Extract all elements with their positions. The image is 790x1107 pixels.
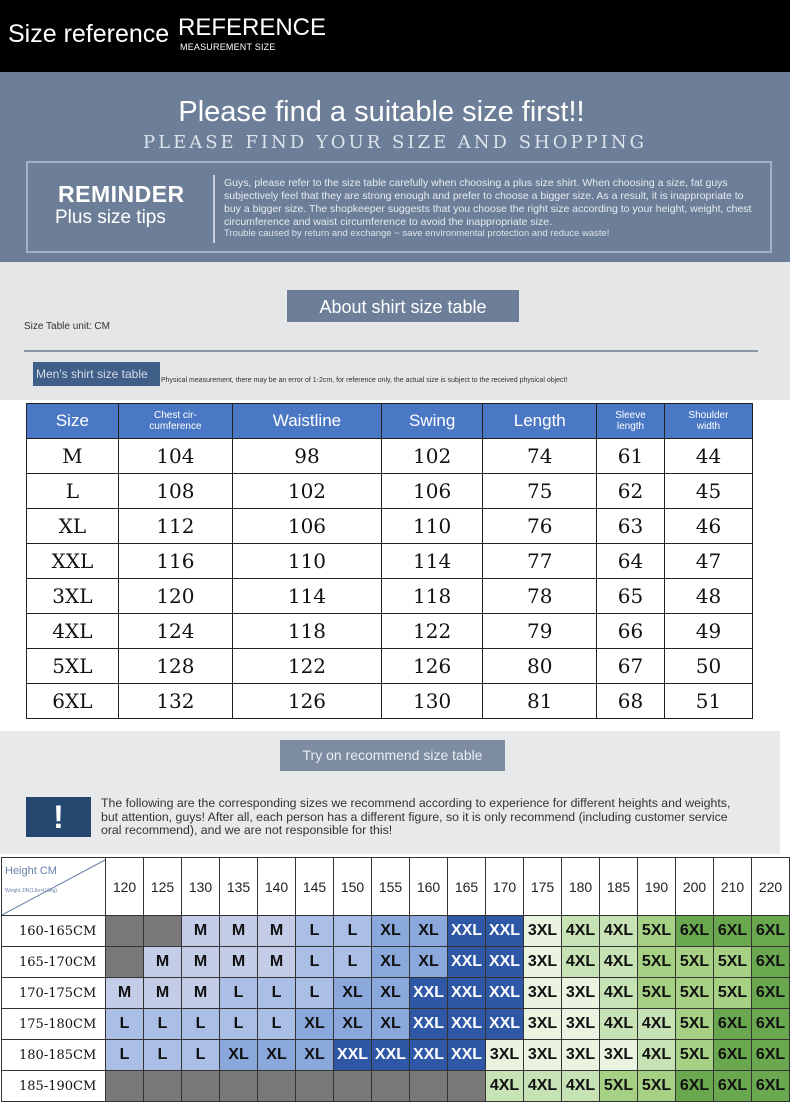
size-table-unit: Size Table unit: CM xyxy=(24,321,110,332)
divider xyxy=(24,350,758,352)
table-cell: XL xyxy=(27,509,119,544)
size-cell: 4XL xyxy=(486,1071,524,1102)
size-cell: XXL xyxy=(334,1040,372,1071)
size-cell: L xyxy=(334,947,372,978)
table-cell: 120 xyxy=(118,579,232,614)
size-cell: XXL xyxy=(486,1009,524,1040)
table-cell: 67 xyxy=(597,649,665,684)
size-cell: L xyxy=(144,1040,182,1071)
table-cell: 80 xyxy=(483,649,597,684)
size-cell: 4XL xyxy=(600,978,638,1009)
table-cell: 118 xyxy=(381,579,483,614)
table-cell: L xyxy=(27,474,119,509)
table-cell: 47 xyxy=(664,544,752,579)
size-cell xyxy=(334,1071,372,1102)
size-cell: XL xyxy=(334,1009,372,1040)
table-cell: 66 xyxy=(597,614,665,649)
size-cell: 6XL xyxy=(676,916,714,947)
table-cell: 130 xyxy=(381,684,483,719)
size-cell: XXL xyxy=(448,947,486,978)
size-cell: 5XL xyxy=(714,947,752,978)
size-cell: 5XL xyxy=(714,978,752,1009)
size-cell: L xyxy=(296,978,334,1009)
size-cell xyxy=(258,1071,296,1102)
header-title: Size reference xyxy=(8,20,170,48)
size-cell: M xyxy=(106,978,144,1009)
size-cell: 5XL xyxy=(676,1009,714,1040)
size-cell: 4XL xyxy=(600,1009,638,1040)
size-cell: XL xyxy=(296,1009,334,1040)
table-cell: 81 xyxy=(483,684,597,719)
size-cell: M xyxy=(220,916,258,947)
measurement-note: Physical measurement, there may be an error of 1-2cm, for reference only, the actual size is subject to the received physical object! xyxy=(161,377,568,384)
size-cell xyxy=(144,916,182,947)
table-cell: 78 xyxy=(483,579,597,614)
weight-header-cell: 160 xyxy=(410,858,448,916)
weight-header-cell: 185 xyxy=(600,858,638,916)
size-cell: 3XL xyxy=(600,1040,638,1071)
size-cell: XXL xyxy=(486,978,524,1009)
table-row xyxy=(2,947,790,978)
size-cell: 3XL xyxy=(524,1009,562,1040)
table-row xyxy=(2,1040,790,1071)
recommend-table-header xyxy=(2,858,790,916)
size-cell: L xyxy=(182,1040,220,1071)
warning-text: The following are the corresponding sizes we recommend according to experience for different heights and weights, but attention, guys! After all, each person has a different figure, so it is only recommend (including customer service oral recommend), and we are not responsible for this! xyxy=(101,796,731,837)
size-cell: XXL xyxy=(448,1040,486,1071)
size-cell: XL xyxy=(372,978,410,1009)
size-table-header-cell: Waistline xyxy=(233,404,382,439)
weight-header-cell: 200 xyxy=(676,858,714,916)
size-cell: XL xyxy=(372,947,410,978)
size-cell xyxy=(144,1071,182,1102)
size-cell: 5XL xyxy=(638,978,676,1009)
recommend-table xyxy=(1,857,790,1102)
reminder-box xyxy=(26,161,772,253)
weight-header-cell: 140 xyxy=(258,858,296,916)
size-cell: 3XL xyxy=(486,1040,524,1071)
table-cell: 124 xyxy=(118,614,232,649)
size-cell: 3XL xyxy=(524,1040,562,1071)
size-table-header-cell: Length xyxy=(483,404,597,439)
size-cell: 4XL xyxy=(638,1040,676,1071)
table-cell: 110 xyxy=(381,509,483,544)
divider xyxy=(213,175,215,243)
weight-header-cell: 145 xyxy=(296,858,334,916)
table-cell: 50 xyxy=(664,649,752,684)
size-cell xyxy=(106,1071,144,1102)
size-cell: M xyxy=(144,947,182,978)
size-cell: 4XL xyxy=(562,916,600,947)
table-cell: XXL xyxy=(27,544,119,579)
size-cell xyxy=(448,1071,486,1102)
size-cell: M xyxy=(258,916,296,947)
size-cell xyxy=(410,1071,448,1102)
size-cell: L xyxy=(220,1009,258,1040)
size-cell: 6XL xyxy=(752,1040,790,1071)
table-cell: 4XL xyxy=(27,614,119,649)
size-cell: M xyxy=(144,978,182,1009)
table-cell: 44 xyxy=(664,439,752,474)
weight-header-cell: 190 xyxy=(638,858,676,916)
reminder-title: REMINDER xyxy=(58,181,185,207)
table-row xyxy=(27,439,753,474)
size-cell: L xyxy=(220,978,258,1009)
header-title-big: REFERENCE xyxy=(178,14,327,41)
table-row xyxy=(27,649,753,684)
table-cell: 61 xyxy=(597,439,665,474)
mens-size-table-button[interactable]: Men's shirt size table xyxy=(33,362,160,386)
size-cell: XXL xyxy=(372,1040,410,1071)
size-cell xyxy=(182,1071,220,1102)
table-cell: 68 xyxy=(597,684,665,719)
weight-label: Weight JIN(1Jin=0.5kg) xyxy=(5,888,58,894)
height-range-label: 165-170CM xyxy=(2,947,106,978)
size-cell: XXL xyxy=(410,1009,448,1040)
size-cell: L xyxy=(106,1009,144,1040)
size-table-header-cell: Size xyxy=(27,404,119,439)
size-cell: XXL xyxy=(486,916,524,947)
size-cell: 5XL xyxy=(638,947,676,978)
intro-banner xyxy=(0,72,790,262)
table-cell: 62 xyxy=(597,474,665,509)
reminder-text: Guys, please refer to the size table carefully when choosing a plus size shirt. When choosing a size, fat guys subjectively feel that they are strong enough and prefer to choose a bigger size. As a result, it is inappropriate to buy a bigger size. The shopkeeper suggests that you choose the right size according to your height, weight, chest circumference and waist circumference to avoid the inappropriate size. xyxy=(224,177,752,228)
table-cell: 114 xyxy=(233,579,382,614)
table-cell: 132 xyxy=(118,684,232,719)
size-cell: 3XL xyxy=(562,1009,600,1040)
size-cell: 6XL xyxy=(714,1040,752,1071)
size-cell: XL xyxy=(410,916,448,947)
size-cell: 5XL xyxy=(638,916,676,947)
table-cell: 126 xyxy=(381,649,483,684)
height-weight-corner xyxy=(2,858,106,916)
weight-header-cell: 150 xyxy=(334,858,372,916)
banner-subheadline: PLEASE FIND YOUR SIZE AND SHOPPING xyxy=(143,132,647,153)
table-cell: 45 xyxy=(664,474,752,509)
table-cell: 64 xyxy=(597,544,665,579)
table-cell: 106 xyxy=(381,474,483,509)
table-row xyxy=(27,474,753,509)
size-cell: 6XL xyxy=(714,1071,752,1102)
warning-icon: ! xyxy=(26,797,91,837)
size-cell: 6XL xyxy=(752,1071,790,1102)
size-cell: L xyxy=(182,1009,220,1040)
table-cell: 77 xyxy=(483,544,597,579)
table-cell: 79 xyxy=(483,614,597,649)
table-cell: 102 xyxy=(233,474,382,509)
table-cell: 112 xyxy=(118,509,232,544)
size-cell: 6XL xyxy=(714,916,752,947)
table-row xyxy=(2,978,790,1009)
height-label: Height CM xyxy=(5,865,57,877)
weight-header-cell: 170 xyxy=(486,858,524,916)
size-cell: 4XL xyxy=(562,947,600,978)
size-cell: L xyxy=(258,978,296,1009)
size-table-header-cell: Sleeve length xyxy=(597,404,665,439)
size-cell: M xyxy=(258,947,296,978)
size-cell: M xyxy=(220,947,258,978)
table-row xyxy=(2,1009,790,1040)
header-subtitle: MEASUREMENT SIZE xyxy=(180,42,276,52)
table-cell: 74 xyxy=(483,439,597,474)
table-cell: 128 xyxy=(118,649,232,684)
table-cell: 46 xyxy=(664,509,752,544)
size-cell: XL xyxy=(334,978,372,1009)
size-cell: 6XL xyxy=(752,947,790,978)
size-cell: 3XL xyxy=(524,916,562,947)
size-cell: M xyxy=(182,916,220,947)
weight-header-cell: 180 xyxy=(562,858,600,916)
table-cell: 5XL xyxy=(27,649,119,684)
size-cell: 4XL xyxy=(562,1071,600,1102)
table-cell: 49 xyxy=(664,614,752,649)
table-cell: 114 xyxy=(381,544,483,579)
table-cell: 98 xyxy=(233,439,382,474)
size-cell xyxy=(372,1071,410,1102)
table-cell: M xyxy=(27,439,119,474)
size-cell: M xyxy=(182,947,220,978)
height-range-label: 160-165CM xyxy=(2,916,106,947)
table-cell: 3XL xyxy=(27,579,119,614)
size-cell: L xyxy=(258,1009,296,1040)
weight-header-cell: 120 xyxy=(106,858,144,916)
size-cell: XXL xyxy=(410,1040,448,1071)
table-cell: 76 xyxy=(483,509,597,544)
table-cell: 75 xyxy=(483,474,597,509)
table-cell: 51 xyxy=(664,684,752,719)
table-cell: 48 xyxy=(664,579,752,614)
size-table-header-cell: Swing xyxy=(381,404,483,439)
table-cell: 102 xyxy=(381,439,483,474)
size-cell xyxy=(220,1071,258,1102)
table-row xyxy=(2,1071,790,1102)
weight-header-cell: 165 xyxy=(448,858,486,916)
height-range-label: 185-190CM xyxy=(2,1071,106,1102)
size-cell: XL xyxy=(372,916,410,947)
banner-headline: Please find a suitable size first!! xyxy=(178,96,585,128)
size-cell: 5XL xyxy=(676,1040,714,1071)
size-cell: 6XL xyxy=(752,916,790,947)
table-row xyxy=(27,614,753,649)
weight-header-cell: 125 xyxy=(144,858,182,916)
weight-header-cell: 155 xyxy=(372,858,410,916)
size-cell: 4XL xyxy=(600,947,638,978)
size-cell: 4XL xyxy=(638,1009,676,1040)
size-cell: 5XL xyxy=(638,1071,676,1102)
size-cell xyxy=(296,1071,334,1102)
try-on-recommend-button[interactable]: Try on recommend size table xyxy=(280,740,505,771)
size-cell: 4XL xyxy=(600,916,638,947)
table-cell: 65 xyxy=(597,579,665,614)
table-cell: 106 xyxy=(233,509,382,544)
size-cell: M xyxy=(182,978,220,1009)
table-cell: 104 xyxy=(118,439,232,474)
table-cell: 122 xyxy=(381,614,483,649)
size-cell: XXL xyxy=(448,1009,486,1040)
table-row xyxy=(27,684,753,719)
size-cell: L xyxy=(144,1009,182,1040)
size-cell: XL xyxy=(410,947,448,978)
weight-header-cell: 130 xyxy=(182,858,220,916)
size-cell: XXL xyxy=(410,978,448,1009)
table-row xyxy=(2,916,790,947)
table-cell: 126 xyxy=(233,684,382,719)
reminder-text-footer: Trouble caused by return and exchange ~ save environmental protection and reduce waste! xyxy=(224,228,610,239)
height-range-label: 180-185CM xyxy=(2,1040,106,1071)
size-table-header-cell: Shoulder width xyxy=(664,404,752,439)
about-shirt-size-button[interactable]: About shirt size table xyxy=(287,290,519,322)
size-cell: XL xyxy=(372,1009,410,1040)
weight-header-cell: 210 xyxy=(714,858,752,916)
size-table xyxy=(26,403,753,719)
size-cell: L xyxy=(296,947,334,978)
weight-header-cell: 220 xyxy=(752,858,790,916)
size-cell: 6XL xyxy=(752,978,790,1009)
table-cell: 63 xyxy=(597,509,665,544)
size-cell: 3XL xyxy=(562,978,600,1009)
size-cell: 3XL xyxy=(524,978,562,1009)
size-cell: 5XL xyxy=(676,978,714,1009)
size-cell: 3XL xyxy=(562,1040,600,1071)
size-cell xyxy=(106,947,144,978)
size-cell: L xyxy=(296,916,334,947)
size-cell: 3XL xyxy=(524,947,562,978)
table-cell: 110 xyxy=(233,544,382,579)
size-cell: XXL xyxy=(448,916,486,947)
table-row xyxy=(27,509,753,544)
weight-header-cell: 135 xyxy=(220,858,258,916)
size-table-header-cell: Chest cir- cumference xyxy=(118,404,232,439)
height-range-label: 170-175CM xyxy=(2,978,106,1009)
table-row xyxy=(27,579,753,614)
size-cell: 5XL xyxy=(600,1071,638,1102)
table-cell: 122 xyxy=(233,649,382,684)
size-cell: 4XL xyxy=(524,1071,562,1102)
size-cell: XL xyxy=(220,1040,258,1071)
size-cell: XL xyxy=(258,1040,296,1071)
table-cell: 118 xyxy=(233,614,382,649)
size-cell: 6XL xyxy=(752,1009,790,1040)
table-row xyxy=(27,544,753,579)
size-cell: XXL xyxy=(486,947,524,978)
size-cell: XXL xyxy=(448,978,486,1009)
reminder-subtitle: Plus size tips xyxy=(55,207,166,228)
table-cell: 108 xyxy=(118,474,232,509)
table-cell: 116 xyxy=(118,544,232,579)
size-cell: L xyxy=(334,916,372,947)
size-cell xyxy=(106,916,144,947)
size-cell: XL xyxy=(296,1040,334,1071)
table-cell: 6XL xyxy=(27,684,119,719)
page-header xyxy=(0,0,790,72)
size-cell: 5XL xyxy=(676,947,714,978)
size-table-header xyxy=(27,404,753,439)
size-cell: L xyxy=(106,1040,144,1071)
size-cell: 6XL xyxy=(714,1009,752,1040)
size-cell: 6XL xyxy=(676,1071,714,1102)
height-range-label: 175-180CM xyxy=(2,1009,106,1040)
weight-header-cell: 175 xyxy=(524,858,562,916)
